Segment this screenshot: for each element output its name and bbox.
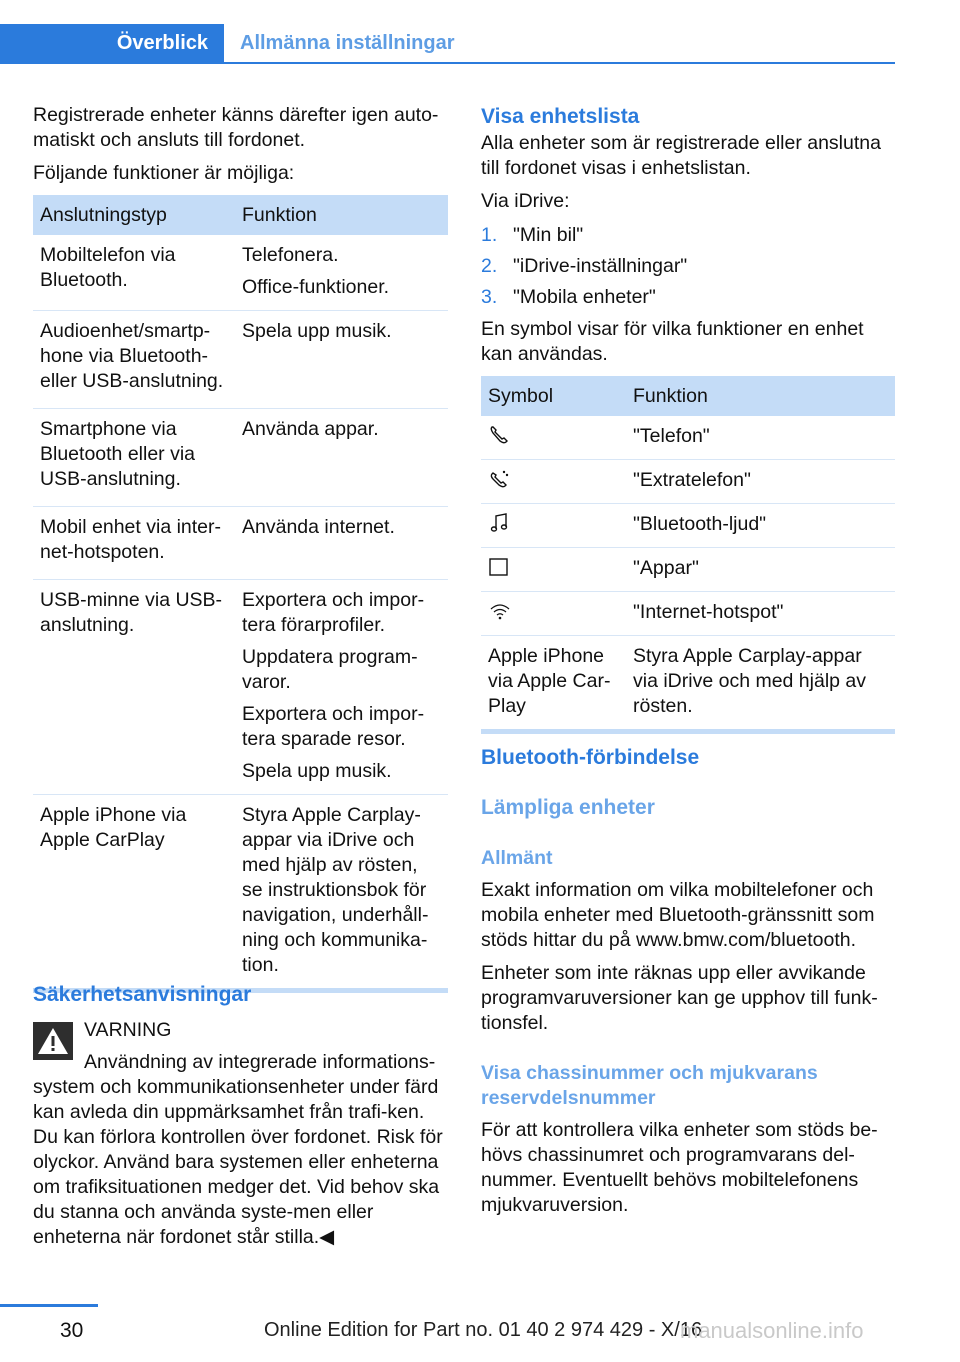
table-header-function: Funktion	[626, 376, 895, 416]
table-header-function: Funktion	[235, 195, 448, 235]
table-header-type: Anslutningstyp	[33, 195, 235, 235]
connection-function	[235, 311, 448, 409]
music-note-icon	[488, 512, 619, 534]
symbol-function: Styra Apple Carplay-appar via iDrive och med hjälp av rösten.	[633, 645, 867, 717]
deviation-text: Enheter som inte räknas upp eller avvikande programvaruversioner kan ge upphov till funk-tionsfel.	[481, 962, 878, 1034]
function-item: Använda appar.	[242, 418, 379, 440]
symbol-function: "Extratelefon"	[626, 460, 895, 504]
table-row	[33, 580, 448, 795]
function-item: Använda internet.	[242, 516, 395, 538]
symbol-table	[481, 376, 895, 729]
table-header-symbol: Symbol	[481, 376, 626, 416]
phone-icon	[488, 424, 619, 446]
via-idrive: Via iDrive:	[481, 190, 570, 212]
chassis-heading: Visa chassinummer och mjukvarans reservdelsnummer	[481, 1062, 818, 1109]
tab-general-settings[interactable]: Allmänna inställningar	[240, 32, 455, 54]
table-row	[481, 636, 895, 730]
table-end-bar	[481, 729, 895, 734]
table-row	[33, 311, 448, 409]
symbol-function: "Bluetooth-ljud"	[626, 504, 895, 548]
function-item: Telefonera.	[242, 244, 339, 266]
function-item: Spela upp musik.	[242, 760, 392, 782]
edition-text: Online Edition for Part no. 01 40 2 974 429 - X/16	[264, 1319, 703, 1341]
general-heading: Allmänt	[481, 847, 553, 869]
connection-function	[235, 507, 448, 580]
connection-function	[235, 580, 448, 795]
step-number: 3.	[481, 286, 498, 308]
connection-type: Smartphone via Bluetooth eller via USB-anslutning.	[33, 409, 235, 507]
table-row	[481, 460, 895, 504]
step-number: 2.	[481, 255, 498, 277]
function-item: Exportera och impor-tera förarprofiler.	[242, 589, 425, 636]
symbol-cell	[481, 592, 626, 636]
step-text: "Mobila enheter"	[513, 286, 656, 308]
connection-type: Audioenhet/smartp-hone via Bluetooth- eller USB-anslutning.	[33, 311, 235, 409]
table-row	[33, 795, 448, 989]
list-item	[481, 223, 895, 254]
chassis-text: För att kontrollera vilka enheter som stöds be-hövs chassinumret och programvarans del-nummer. Eventuellt behövs mobiltelefonens mjukvaruversion.	[481, 1119, 878, 1216]
table-row	[33, 409, 448, 507]
step-number: 1.	[481, 224, 498, 246]
steps-list	[481, 223, 895, 310]
general-text: Exakt information om vilka mobiltelefoner och mobila enheter med Bluetooth-gränssnitt som stöds hittar du på www.bmw.com/bluetooth.	[481, 879, 875, 951]
function-item: Uppdatera program-varor.	[242, 646, 418, 693]
symbol-cell	[481, 504, 626, 548]
table-row	[481, 504, 895, 548]
left-column	[33, 103, 448, 993]
extra-phone-icon	[488, 468, 619, 490]
symbol-function: "Appar"	[626, 548, 895, 592]
connection-type: Mobiltelefon via Bluetooth.	[33, 235, 235, 311]
table-row	[481, 592, 895, 636]
symbol-cell: Apple iPhone via Apple Car-Play	[488, 645, 611, 717]
right-column	[481, 103, 895, 734]
table-row	[33, 507, 448, 580]
intro-paragraph: Registrerade enheter känns därefter igen auto-matiskt och ansluts till fordonet.	[33, 104, 439, 151]
symbol-function: "Telefon"	[626, 416, 895, 460]
list-item	[481, 254, 895, 285]
connection-function	[235, 409, 448, 507]
device-list-heading: Visa enhetslista	[481, 105, 640, 128]
wifi-icon	[488, 600, 619, 622]
bluetooth-heading: Bluetooth-förbindelse	[481, 746, 700, 769]
function-item: Exportera och impor-tera sparade resor.	[242, 703, 425, 750]
tab-overview[interactable]: Överblick	[0, 24, 224, 62]
symbol-cell	[481, 548, 626, 592]
list-item	[481, 285, 895, 310]
table-row	[481, 416, 895, 460]
function-item: Styra Apple Carplay-appar via iDrive och med hjälp av rösten, se instruktionsbok för navigation, underhåll-ning och kommunika-tion.	[242, 804, 429, 976]
app-square-icon	[488, 556, 619, 578]
step-text: "Min bil"	[513, 224, 584, 246]
connection-type: Apple iPhone via Apple CarPlay	[40, 804, 187, 851]
symbol-intro: En symbol visar för vilka funktioner en enhet kan användas.	[481, 318, 864, 365]
watermark: manualsonline.info	[680, 1318, 864, 1343]
page-number: 30	[60, 1319, 84, 1342]
footer-line	[0, 1304, 98, 1307]
device-list-text: Alla enheter som är registrerade eller anslutna till fordonet visas i enhetslistan.	[481, 132, 881, 179]
step-text: "iDrive-inställningar"	[513, 255, 688, 277]
functions-intro: Följande funktioner är möjliga:	[33, 162, 295, 184]
warning-text: Användning av integrerade informations-system och kommunikationsenheter under färd kan avleda din uppmärksamhet från trafi-ken. Du kan förlora kontrollen över fordonet. Risk för olyckor. Använd bara systemen eller enheterna om trafiksituationen medger det. Vid behov ska du stanna och använda syste-men eller enheterna när fordonet står stilla.◀	[33, 1051, 443, 1248]
suitable-devices-heading: Lämpliga enheter	[481, 796, 655, 819]
function-item: Office-funktioner.	[242, 276, 390, 298]
connection-type: USB-minne via USB-anslutning.	[33, 580, 235, 795]
connection-type: Mobil enhet via inter-net-hotspoten.	[33, 507, 235, 580]
function-item: Spela upp musik.	[242, 320, 392, 342]
table-row	[33, 235, 448, 311]
warning-title: VARNING	[84, 1019, 172, 1041]
connection-table	[33, 195, 448, 988]
symbol-function: "Internet-hotspot"	[626, 592, 895, 636]
symbol-cell	[481, 460, 626, 504]
connection-function	[235, 795, 448, 989]
table-row	[481, 548, 895, 592]
connection-function	[235, 235, 448, 311]
safety-heading: Säkerhetsanvisningar	[33, 983, 252, 1006]
symbol-cell	[481, 416, 626, 460]
